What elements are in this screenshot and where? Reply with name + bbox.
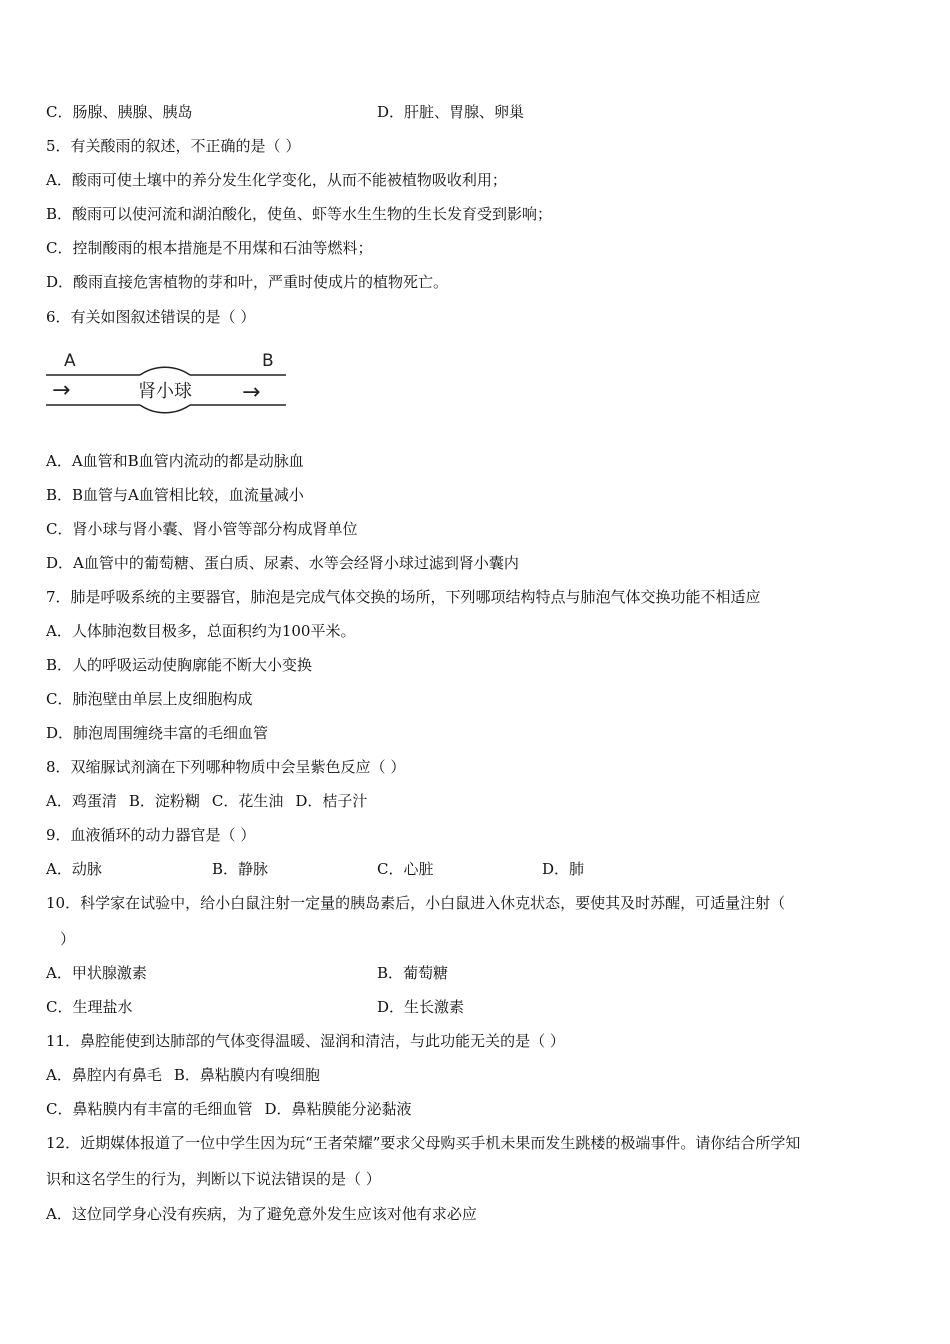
q8-option-c[interactable]: C．花生油 (211, 792, 284, 810)
q10-stem: 10．科学家在试验中，给小白鼠注射一定量的胰岛素后，小白鼠进入休克状态，要使其及时苏醒，可适量注射（ (46, 894, 786, 912)
q12-stem-line2: 识和这名学生的行为，判断以下说法错误的是（ ） (46, 1170, 381, 1188)
q4-option-d[interactable]: D．肝脏、胃腺、卵巢 (377, 103, 525, 121)
q4-option-c[interactable]: C．肠腺、胰腺、胰岛 (46, 103, 193, 121)
arrow-b-icon: → (242, 380, 261, 405)
q11-stem: 11．鼻腔能使到达肺部的气体变得温暖、湿润和清洁，与此功能无关的是（ ） (46, 1032, 565, 1050)
glomerulus-diagram (44, 346, 290, 434)
q8-option-d[interactable]: D．桔子汁 (295, 792, 368, 810)
arrow-a-icon: → (52, 378, 71, 403)
q5-option-b[interactable]: B．酸雨可以使河流和湖泊酸化，使鱼、虾等水生生物的生长发育受到影响； (46, 205, 553, 223)
q6-option-a[interactable]: A．A血管和B血管内流动的都是动脉血 (46, 452, 304, 470)
glomerulus-top-arc (140, 367, 190, 375)
q5-stem: 5．有关酸雨的叙述，不正确的是（ ） (46, 137, 301, 155)
q7-option-c[interactable]: C．肺泡壁由单层上皮细胞构成 (46, 690, 253, 708)
q11-option-a[interactable]: A．鼻腔内有鼻毛 (46, 1066, 162, 1084)
label-a: A (64, 351, 76, 371)
q5-option-c[interactable]: C．控制酸雨的根本措施是不用煤和石油等燃料； (46, 239, 373, 257)
q10-option-b[interactable]: B．葡萄糖 (377, 964, 449, 982)
q9-option-c[interactable]: C．心脏 (377, 860, 434, 878)
q9-option-a[interactable]: A．动脉 (46, 860, 102, 878)
q7-stem: 7．肺是呼吸系统的主要器官，肺泡是完成气体交换的场所，下列哪项结构特点与肺泡气体交换功能不相适应 (46, 588, 761, 606)
q10-option-d[interactable]: D．生长激素 (377, 998, 465, 1016)
q9-option-d[interactable]: D．肺 (542, 860, 585, 878)
q8-option-b[interactable]: B．淀粉糊 (128, 792, 200, 810)
q6-stem: 6．有关如图叙述错误的是（ ） (46, 308, 256, 326)
q11-options-row1 (46, 1065, 320, 1085)
q12-stem-line1: 12．近期媒体报道了一位中学生因为玩“王者荣耀”要求父母购买手机未果而发生跳楼的极端事件。请你结合所学知 (46, 1134, 801, 1152)
q9-stem: 9．血液循环的动力器官是（ ） (46, 826, 256, 844)
q12-option-a[interactable]: A．这位同学身心没有疾病，为了避免意外发生应该对他有求必应 (46, 1205, 477, 1223)
q11-option-c[interactable]: C．鼻粘膜内有丰富的毛细血管 (46, 1100, 253, 1118)
q10-stem-end: ） (60, 930, 76, 948)
q6-option-d[interactable]: D．A血管中的葡萄糖、蛋白质、尿素、水等会经肾小球过滤到肾小囊内 (46, 554, 519, 572)
q6-option-b[interactable]: B．B血管与A血管相比较，血流量减小 (46, 486, 304, 504)
glomerulus-bottom-arc (140, 405, 190, 413)
q9-option-b[interactable]: B．静脉 (212, 860, 269, 878)
q5-option-a[interactable]: A．酸雨可使土壤中的养分发生化学变化，从而不能被植物吸收利用； (46, 171, 507, 189)
label-b: B (262, 351, 274, 371)
q6-option-c[interactable]: C．肾小球与肾小囊、肾小管等部分构成肾单位 (46, 520, 358, 538)
q7-option-b[interactable]: B．人的呼吸运动使胸廓能不断大小变换 (46, 656, 313, 674)
q8-options (46, 791, 367, 811)
q10-option-a[interactable]: A．甲状腺激素 (46, 964, 147, 982)
q7-option-a[interactable]: A．人体肺泡数目极多，总面积约为100平米。 (46, 622, 356, 640)
glomerulus-label: 肾小球 (138, 381, 192, 402)
q7-option-d[interactable]: D．肺泡周围缠绕丰富的毛细血管 (46, 724, 269, 742)
q11-option-b[interactable]: B．鼻粘膜内有嗅细胞 (173, 1066, 320, 1084)
q10-option-c[interactable]: C．生理盐水 (46, 998, 133, 1016)
q11-option-d[interactable]: D．鼻粘膜能分泌黏液 (264, 1100, 412, 1118)
q8-option-a[interactable]: A．鸡蛋清 (46, 792, 117, 810)
q11-options-row2 (46, 1099, 412, 1119)
q8-stem: 8．双缩脲试剂滴在下列哪种物质中会呈紫色反应（ ） (46, 758, 406, 776)
q5-option-d[interactable]: D．酸雨直接危害植物的芽和叶，严重时使成片的植物死亡。 (46, 273, 449, 291)
